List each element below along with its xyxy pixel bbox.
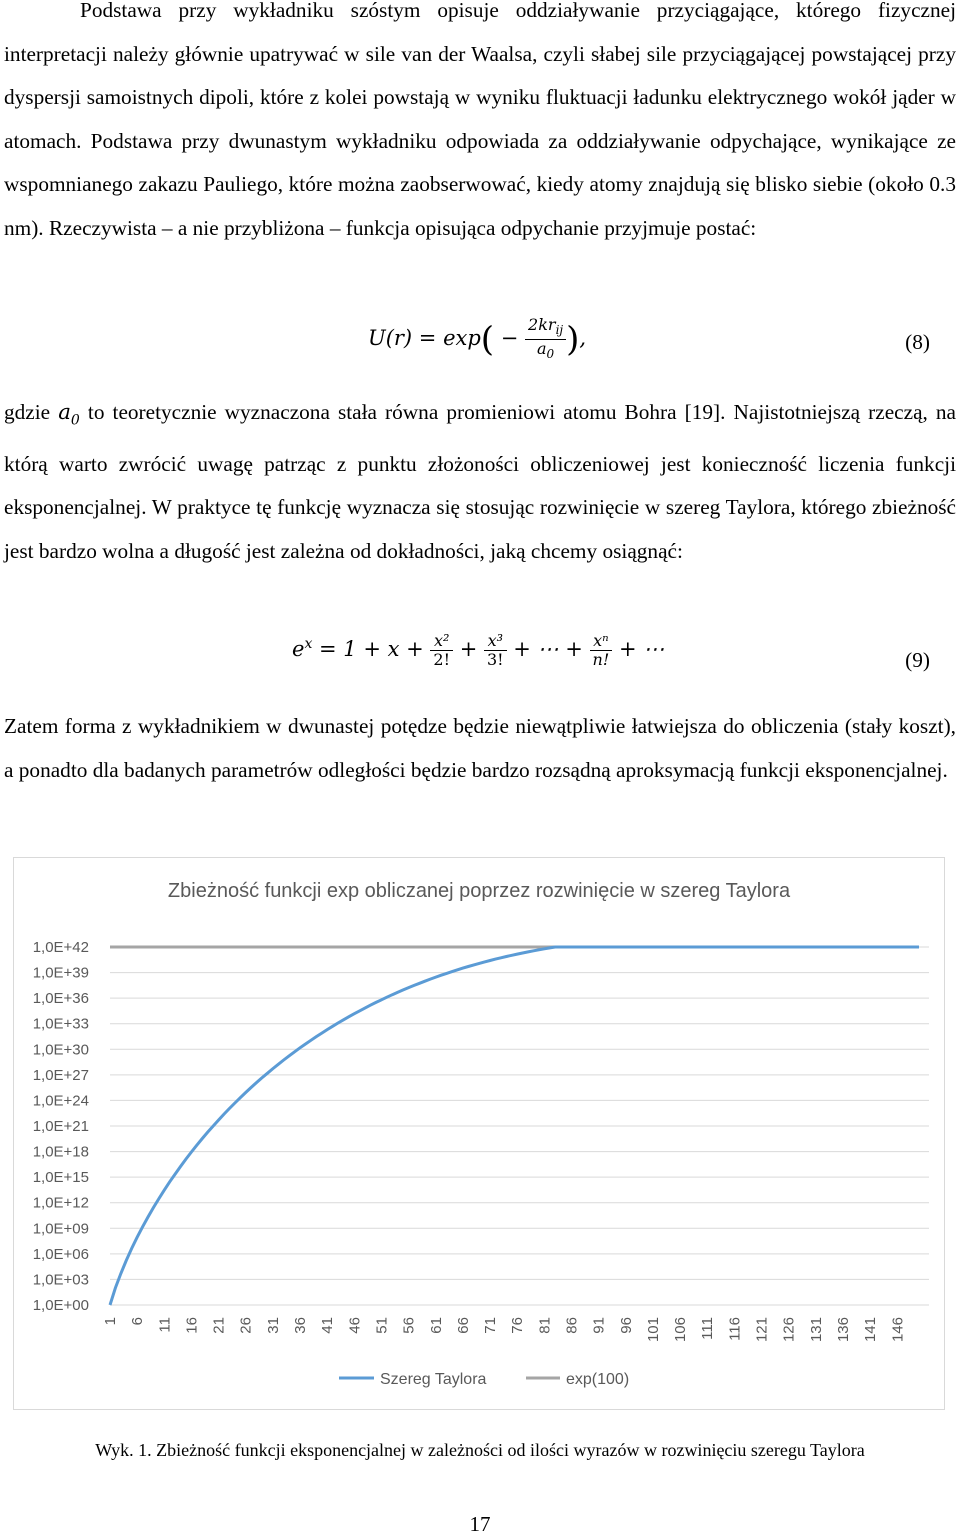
x-tick-label: 41 <box>319 1317 337 1334</box>
y-tick-label: 1,0E+18 <box>32 1143 89 1161</box>
x-tick-label: 66 <box>454 1317 472 1334</box>
x-tick-label: 111 <box>699 1317 717 1340</box>
equation-8: U(r) = exp( − $\frac{2kr_{ij}}{a_0}$ ), <box>368 315 587 362</box>
x-tick-label: 126 <box>780 1317 798 1343</box>
x-tick-label: 141 <box>862 1317 880 1343</box>
x-tick-label: 11 <box>156 1317 174 1333</box>
x-tick-label: 96 <box>617 1317 635 1334</box>
x-tick-label: 81 <box>536 1317 554 1334</box>
x-tick-label: 71 <box>482 1317 500 1334</box>
x-tick-label: 136 <box>834 1317 852 1343</box>
y-tick-label: 1,0E+15 <box>32 1169 89 1187</box>
page-number: 17 <box>469 1512 491 1536</box>
equation-8-fraction: $\frac{2kr_{ij}}{a_0}$ <box>525 316 566 363</box>
x-tick-label: 86 <box>563 1317 581 1334</box>
taylor-convergence-chart <box>14 858 944 1409</box>
y-tick-label: 1,0E+33 <box>32 1015 89 1033</box>
x-tick-label: 116 <box>726 1317 744 1341</box>
figure-caption: Wyk. 1. Zbieżność funkcji eksponencjalnej w zależności od ilości wyrazów w rozwinięciu szeregu Taylora <box>95 1440 865 1460</box>
x-tick-label: 46 <box>346 1317 364 1334</box>
x-tick-label: 146 <box>889 1317 907 1343</box>
equation-8-lhs: U(r) = exp <box>368 326 481 351</box>
x-tick-label: 36 <box>292 1317 310 1334</box>
x-tick-label: 91 <box>590 1317 608 1334</box>
x-tick-label: 131 <box>807 1317 825 1343</box>
chart-frame <box>13 857 945 1410</box>
equation-9: $e^x = 1 + x$ + $\frac{\text{x²}}{2!}$ + $\frac{\text{x³}}{3!}$ + ⋯ + $\frac{\text{xⁿ}}{n!}$ + ⋯ <box>292 631 665 669</box>
legend-label-taylor: Szereg Taylora <box>380 1371 487 1388</box>
x-tick-label: 101 <box>644 1317 662 1343</box>
y-tick-label: 1,0E+03 <box>32 1271 89 1289</box>
paragraph-2: gdzie $a_0$ to teoretycznie wyznaczona stała równa promieniowi atomu Bohra [19]. Najistotniejszą rzeczą, na którą warto zwrócić uwagę patrząc z punktu złożoności obliczeniowej jest konieczność liczenia funkcji eksponencjalnej. W praktyce tę funkcję wyznacza się stosując rozwinięcie w szereg Taylora, którego zbieżność jest bardzo wolna a długość jest zależna od dokładności, jaką chcemy osiągnąć: <box>4 400 957 563</box>
x-tick-label: 51 <box>373 1317 391 1334</box>
chart-title: Zbieżność funkcji exp obliczanej poprzez rozwinięcie w szereg Taylora <box>167 880 791 902</box>
x-tick-label: 121 <box>753 1317 771 1343</box>
x-tick-label: 56 <box>400 1317 418 1334</box>
paragraph-3: Zatem forma z wykładnikiem w dwunastej potędze będzie niewątpliwie łatwiejsza do obliczenia (stały koszt), a ponadto dla badanych parametrów odległości będzie bardzo rozsądną aproksymacją funkcji eksponencjalnej. <box>4 714 956 782</box>
y-tick-label: 1,0E+30 <box>32 1041 89 1059</box>
y-tick-label: 1,0E+42 <box>32 939 89 956</box>
x-tick-label: 26 <box>237 1317 255 1334</box>
y-tick-label: 1,0E+09 <box>32 1220 89 1238</box>
y-tick-label: 1,0E+21 <box>32 1118 89 1135</box>
x-tick-label: 106 <box>672 1317 690 1343</box>
x-tick-label: 6 <box>129 1317 147 1326</box>
y-tick-label: 1,0E+36 <box>32 990 89 1008</box>
y-tick-label: 1,0E+39 <box>32 964 89 982</box>
paragraph-1: Podstawa przy wykładniku szóstym opisuje oddziaływanie przyciągające, którego fizycznej interpretacji należy głównie upatrywać w sile van der Waalsa, czyli słabej sile przyciągającej powstającej przy dyspersji samoistnych dipoli, które z kolei powstają w wyniku fluktuacji ładunku elektrycznego wokół jąder w atomach. Podstawa przy dwunastym wykładniku odpowiada za oddziaływanie odpychające, wynikające ze wspomnianego zakazu Pauliego, które można zaobserwować, kiedy atomy znajdują się blisko siebie (około 0.3 nm). Rzeczywista – a nie przybliżona – funkcja opisująca odpychanie przyjmuje postać: <box>4 0 956 240</box>
y-tick-label: 1,0E+00 <box>32 1297 89 1314</box>
equation-9-number: (9) <box>905 648 930 672</box>
x-tick-label: 31 <box>264 1317 282 1334</box>
x-tick-label: 21 <box>210 1317 228 1334</box>
x-tick-label: 16 <box>183 1317 201 1334</box>
equation-8-number: (8) <box>905 330 930 354</box>
legend-label-exp: exp(100) <box>566 1371 630 1388</box>
y-tick-label: 1,0E+24 <box>32 1092 89 1110</box>
x-tick-label: 76 <box>509 1317 527 1334</box>
x-tick-label: 1 <box>102 1317 119 1326</box>
x-tick-label: 61 <box>427 1317 445 1334</box>
y-tick-label: 1,0E+12 <box>32 1194 89 1212</box>
y-tick-label: 1,0E+06 <box>32 1245 89 1263</box>
y-tick-label: 1,0E+27 <box>32 1066 89 1084</box>
